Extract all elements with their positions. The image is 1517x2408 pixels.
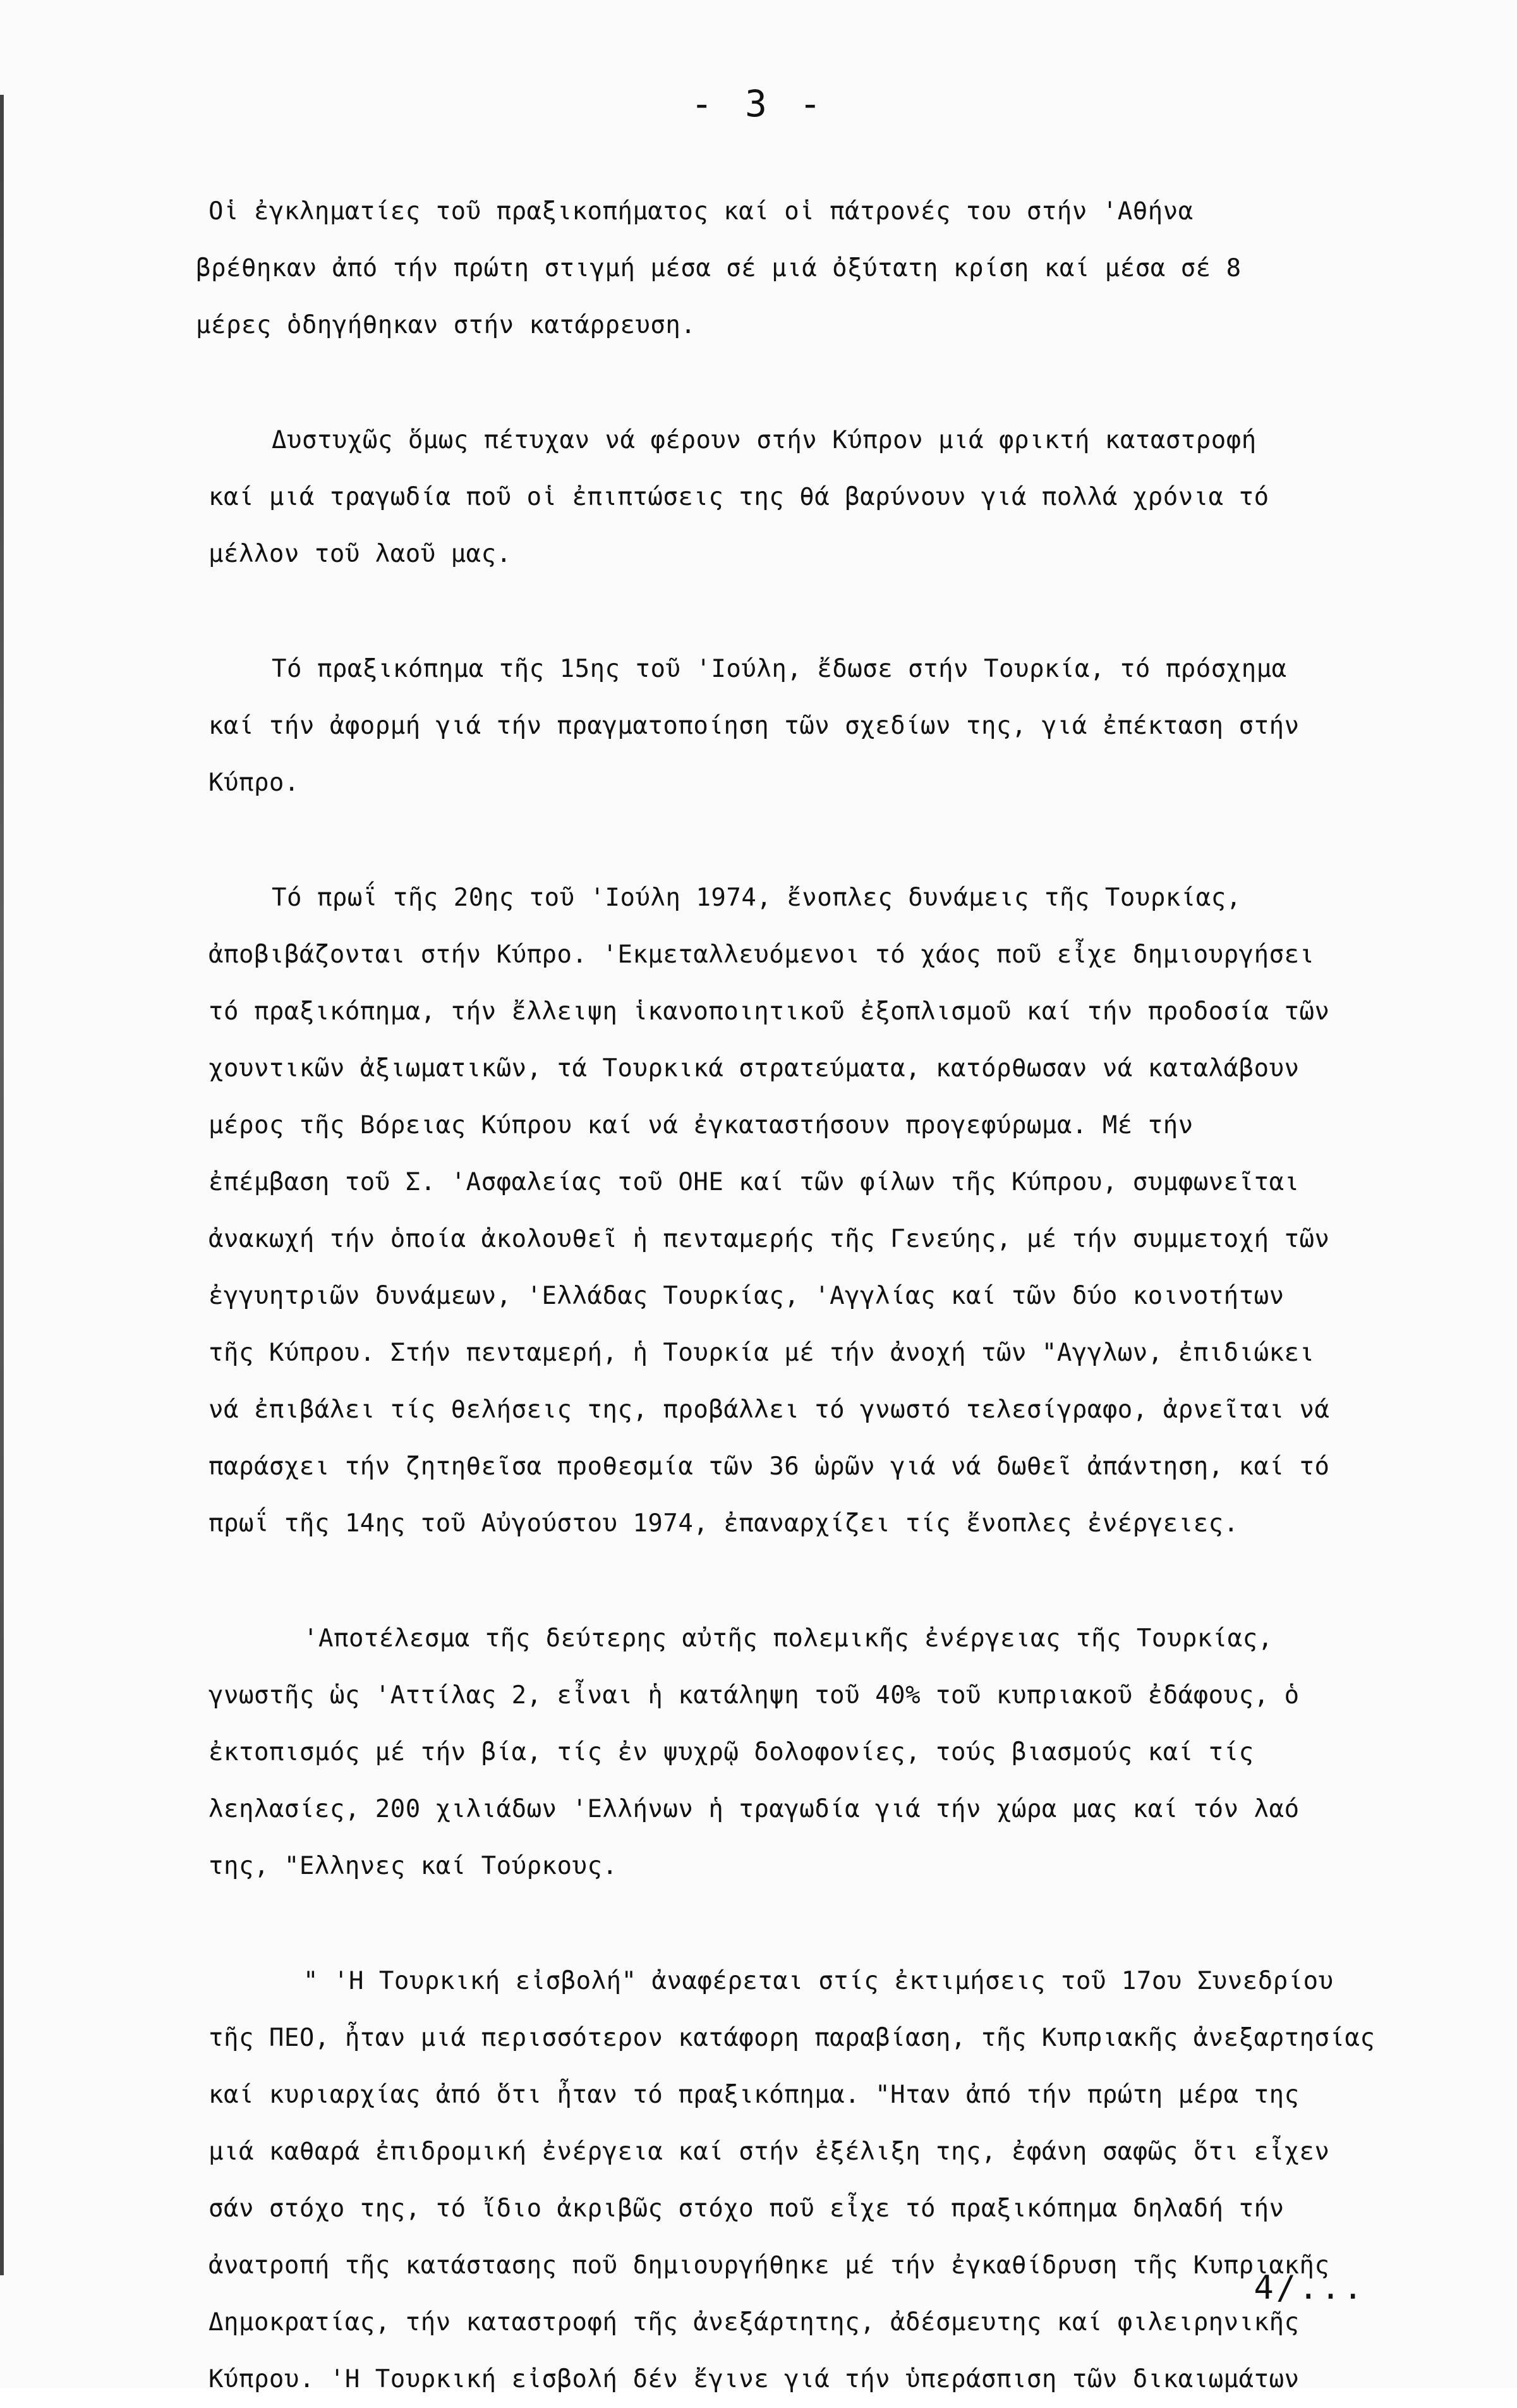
text-line: ἐπέμβαση τοῦ Σ. 'Ασφαλείας τοῦ ΟΗΕ καί τῶν φίλων τῆς Κύπρου, συμφωνεῖται (209, 1168, 1300, 1196)
text-line: χουντικῶν ἀξιωματικῶν, τά Τουρκικά στρατεύματα, κατόρθωσαν νά καταλάβουν (209, 1054, 1300, 1083)
document-body (196, 183, 1396, 2408)
text-line: " 'Η Τουρκική εἰσβολή" ἀναφέρεται στίς ἐκτιμήσεις τοῦ 17ου Συνεδρίου (303, 1967, 1334, 1995)
next-page-marker: 4/... (1254, 2269, 1365, 2307)
text-line: Τό πραξικόπημα τῆς 15ης τοῦ 'Ιούλη, ἔδωσε στήν Τουρκία, τό πρόσχημα (272, 655, 1287, 683)
text-line: τῆς Κύπρου. Στήν πενταμερή, ἡ Τουρκία μέ τήν ἀνοχή τῶν "Αγγλων, ἐπιδιώκει (209, 1339, 1315, 1367)
text-line: καί μιά τραγωδία ποῦ οἱ ἐπιπτώσεις της θά βαρύνουν γιά πολλά χρόνια τό (209, 483, 1269, 511)
scan-margin-edge (0, 95, 4, 2275)
text-line: βρέθηκαν ἀπό τήν πρώτη στιγμή μέσα σέ μιά ὀξύτατη κρίση καί μέσα σέ 8 (196, 254, 1242, 283)
text-line: Τό πρωΐ τῆς 20ης τοῦ 'Ιούλη 1974, ἔνοπλες δυνάμεις τῆς Τουρκίας, (272, 884, 1242, 912)
text-line: ἐγγυητριῶν δυνάμεων, 'Ελλάδας Τουρκίας, 'Αγγλίας καί τῶν δύο κοινοτήτων (209, 1282, 1284, 1310)
text-line: της, "Ελληνες καί Τούρκους. (209, 1852, 618, 1880)
page-number: - 3 - (691, 82, 826, 125)
text-line: καί κυριαρχίας ἀπό ὅτι ἦταν τό πραξικόπημα. "Ηταν ἀπό τήν πρώτη μέρα της (209, 2081, 1300, 2109)
text-line: ἀνατροπή τῆς κατάστασης ποῦ δημιουργήθηκε μέ τήν ἐγκαθίδρυση τῆς Κυπριακῆς (209, 2251, 1330, 2280)
paragraph-3 (209, 641, 1396, 812)
text-line: καί τήν ἀφορμή γιά τήν πραγματοποίηση τῶν σχεδίων της, γιά ἐπέκταση στήν (209, 712, 1300, 740)
text-line: Κύπρο. (209, 769, 299, 797)
paragraph-1 (196, 183, 1396, 354)
text-line: πρωΐ τῆς 14ης τοῦ Αὐγούστου 1974, ἐπαναρχίζει τίς ἔνοπλες ἐνέργειες. (209, 1509, 1239, 1538)
text-line: ἀποβιβάζονται στήν Κύπρο. 'Εκμεταλλευόμενοι τό χάος ποῦ εἶχε δημιουργήσει (209, 940, 1315, 969)
text-line: Κύπρου. 'Η Τουρκική εἰσβολή δέν ἔγινε γιά τήν ὑπεράσπιση τῶν δικαιωμάτων (209, 2365, 1300, 2393)
text-line: ἀνακωχή τήν ὁποία ἀκολουθεῖ ἡ πενταμερής τῆς Γενεύης, μέ τήν συμμετοχή τῶν (209, 1225, 1330, 1253)
text-line: τό πραξικόπημα, τήν ἔλλειψη ἱκανοποιητικοῦ ἐξοπλισμοῦ καί τήν προδοσία τῶν (209, 997, 1330, 1026)
text-line: τῆς ΠΕΟ, ἦταν μιά περισσότερον κατάφορη παραβίαση, τῆς Κυπριακῆς ἀνεξαρτησίας (209, 2024, 1375, 2052)
text-line: ἐκτοπισμός μέ τήν βία, τίς ἐν ψυχρῷ δολοφονίες, τούς βιασμούς καί τίς (209, 1738, 1254, 1766)
text-line: Δυστυχῶς ὅμως πέτυχαν νά φέρουν στήν Κύπρον μιά φρικτή καταστροφή (272, 426, 1257, 454)
text-line: μιά καθαρά ἐπιδρομική ἐνέργεια καί στήν ἐξέλιξη της, ἐφάνη σαφῶς ὅτι εἶχεν (209, 2137, 1330, 2166)
text-line: μέρες ὁδηγήθηκαν στήν κατάρρευση. (196, 311, 696, 339)
paragraph-4 (209, 870, 1396, 1552)
text-line: μέλλον τοῦ λαοῦ μας. (209, 540, 512, 568)
text-line: γνωστῆς ὡς 'Αττίλας 2, εἶναι ἡ κατάληψη τοῦ 40% τοῦ κυπριακοῦ ἐδάφους, ὁ (209, 1681, 1300, 1710)
text-line: Δημοκρατίας, τήν καταστροφή τῆς ἀνεξάρτητης, ἀδέσμευτης καί φιλειρηνικῆς (209, 2308, 1300, 2337)
paragraph-2 (209, 412, 1396, 583)
text-line: 'Αποτέλεσμα τῆς δεύτερης αὐτῆς πολεμικῆς ἐνέργειας τῆς Τουρκίας, (303, 1624, 1273, 1653)
text-line: σάν στόχο της, τό ἴδιο ἀκριβῶς στόχο ποῦ εἶχε τό πραξικόπημα δηλαδή τήν (209, 2194, 1284, 2223)
text-line: Οἱ ἐγκληματίες τοῦ πραξικοπήματος καί οἱ πάτρονές του στήν 'Αθήνα (209, 197, 1194, 226)
text-line: παράσχει τήν ζητηθεῖσα προθεσμία τῶν 36 ὡρῶν γιά νά δωθεῖ ἀπάντηση, καί τό (209, 1452, 1330, 1481)
text-line: μέρος τῆς Βόρειας Κύπρου καί νά ἐγκαταστήσουν προγεφύρωμα. Μέ τήν (209, 1111, 1194, 1140)
paragraph-5 (209, 1610, 1396, 1895)
paragraph-6 (209, 1953, 1396, 2408)
text-line: νά ἐπιβάλει τίς θελήσεις της, προβάλλει τό γνωστό τελεσίγραφο, ἀρνεῖται νά (209, 1396, 1330, 1424)
text-line: λεηλασίες, 200 χιλιάδων 'Ελλήνων ἡ τραγωδία γιά τήν χώρα μας καί τόν λαό (209, 1795, 1300, 1823)
